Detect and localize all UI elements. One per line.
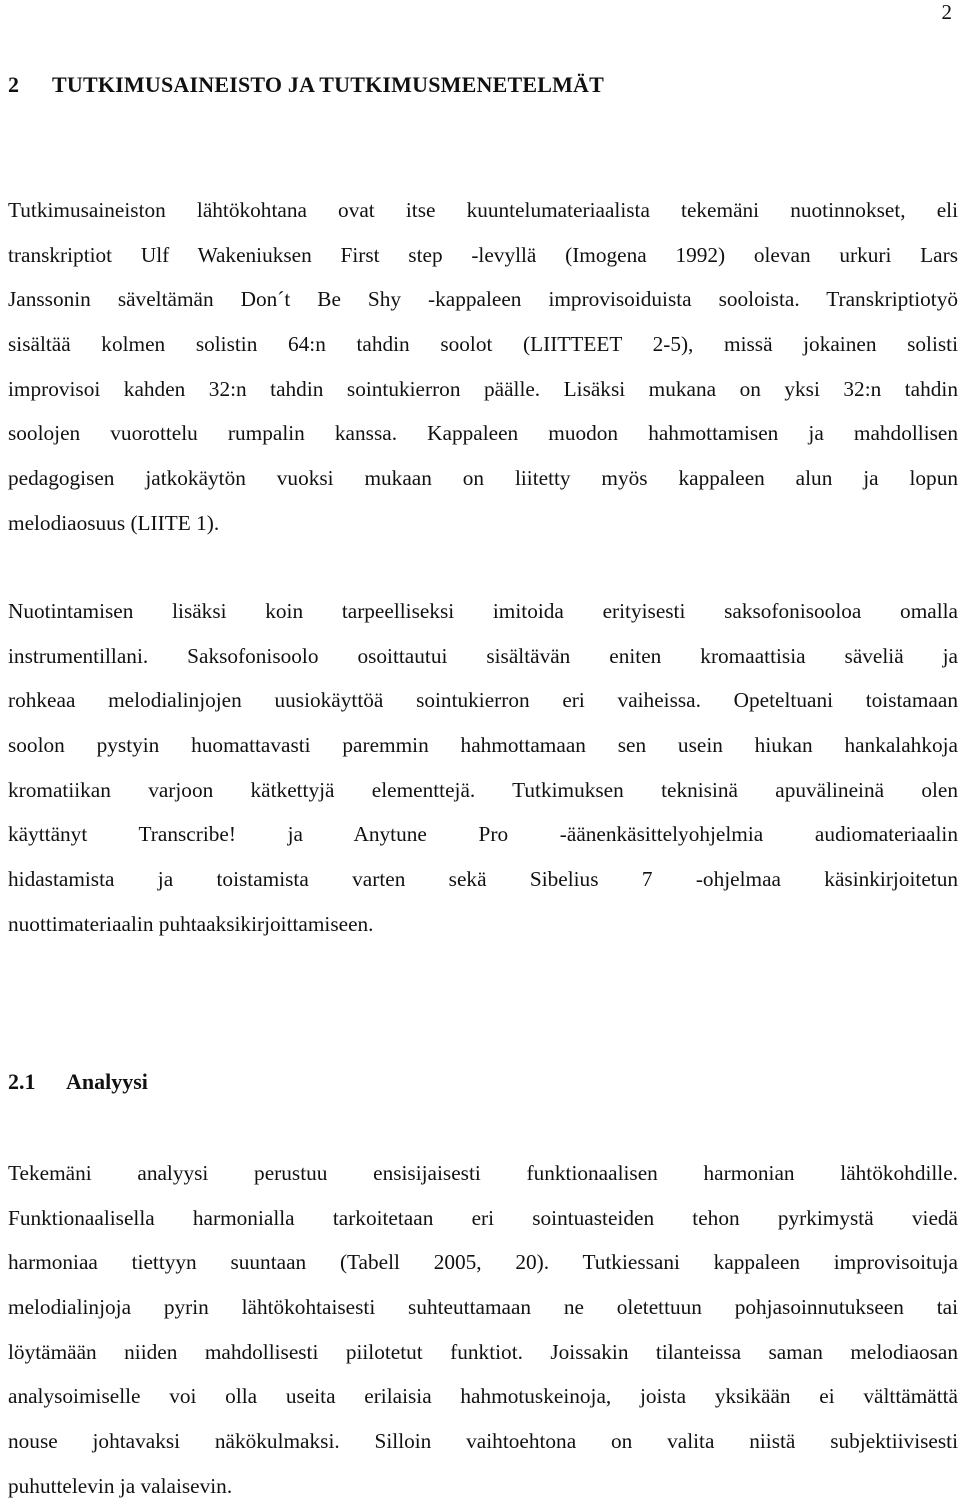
paragraph-line: instrumentillani. Saksofonisoolo osoittautui sisältävän eniten kromaattisia säveliä ja (8, 643, 958, 668)
paragraph-line: Nuotintamisen lisäksi koin tarpeelliseksi imitoida erityisesti saksofonisooloa omalla (8, 599, 958, 623)
paragraph-line: improvisoi kahden 32:n tahdin sointukierron päälle. Lisäksi mukana on yksi 32:n tahdin (8, 376, 958, 401)
paragraph-line: löytämään niiden mahdollisesti piilotetut funktiot. Joissakin tilanteissa saman melodiaosan (8, 1339, 958, 1364)
paragraph-line: Janssonin säveltämän Don´t Be Shy -kappaleen improvisoiduista sooloista. Transkriptiotyö (8, 287, 958, 312)
chapter-number: 2 (8, 72, 20, 97)
paragraph-line: soolon pystyin huomattavasti paremmin hahmottamaan sen usein hiukan hankalahkoja (8, 733, 958, 758)
section-title: Analyysi (66, 1069, 148, 1094)
paragraph-line: Tekemäni analyysi perustuu ensisijaisesti funktionaalisen harmonian lähtökohdille. (8, 1161, 958, 1185)
chapter-title: TUTKIMUSAINEISTO JA TUTKIMUSMENETELMÄT (52, 72, 605, 97)
paragraph-line: käyttänyt Transcribe! ja Anytune Pro -äänenkäsittelyohjelmia audiomateriaalin (8, 822, 958, 847)
paragraph-line: sisältää kolmen solistin 64:n tahdin soolot (LIITTEET 2-5), missä jokainen solisti (8, 332, 958, 357)
paragraph-line: Funktionaalisella harmonialla tarkoitetaan eri sointuasteiden tehon pyrkimystä viedä (8, 1205, 958, 1230)
paragraph-line: harmoniaa tiettyyn suuntaan (Tabell 2005, 20). Tutkiessani kappaleen improvisoituja (8, 1250, 958, 1275)
section-number: 2.1 (8, 1069, 36, 1094)
paragraph-line: soolojen vuorottelu rumpalin kanssa. Kappaleen muodon hahmottamisen ja mahdollisen (8, 421, 958, 446)
paragraph-line: nouse johtavaksi näkökulmaksi. Silloin vaihtoehtona on valita niistä subjektiivisesti (8, 1429, 958, 1454)
paragraph-line: melodialinjoja pyrin lähtökohtaisesti suhteuttamaan ne oletettuun pohjasoinnutukseen tai (8, 1295, 958, 1320)
paragraph-line: melodiaosuus (LIITE 1). (8, 510, 220, 535)
paragraph-line: Tutkimusaineiston lähtökohtana ovat itse kuuntelumateriaalista tekemäni nuotinnokset, eli (8, 198, 958, 222)
chapter-heading (8, 71, 604, 99)
paragraph-line: transkriptiot Ulf Wakeniuksen First step -levyllä (Imogena 1992) olevan urkuri Lars (8, 242, 958, 267)
paragraph-line: puhuttelevin ja valaisevin. (8, 1473, 233, 1498)
paragraph-line: hidastamista ja toistamista varten sekä Sibelius 7 -ohjelmaa käsinkirjoitetun (8, 867, 958, 892)
section-heading (8, 1068, 148, 1096)
paragraph-1 (8, 188, 958, 546)
paragraph-line: pedagogisen jatkokäytön vuoksi mukaan on liitetty myös kappaleen alun ja lopun (8, 466, 958, 491)
paragraph-3 (8, 1151, 958, 1509)
paragraph-line: kromatiikan varjoon kätkettyjä elementtejä. Tutkimuksen teknisinä apuvälineinä olen (8, 777, 958, 802)
paragraph-2 (8, 589, 958, 947)
paragraph-line: rohkeaa melodialinjojen uusiokäyttöä sointukierron eri vaiheissa. Opeteltuani toistamaan (8, 688, 958, 713)
page-number: 2 (941, 0, 952, 24)
paragraph-line: nuottimateriaalin puhtaaksikirjoittamiseen. (8, 911, 374, 936)
paragraph-line: analysoimiselle voi olla useita erilaisia hahmotuskeinoja, joista yksikään ei välttämättä (8, 1384, 958, 1409)
